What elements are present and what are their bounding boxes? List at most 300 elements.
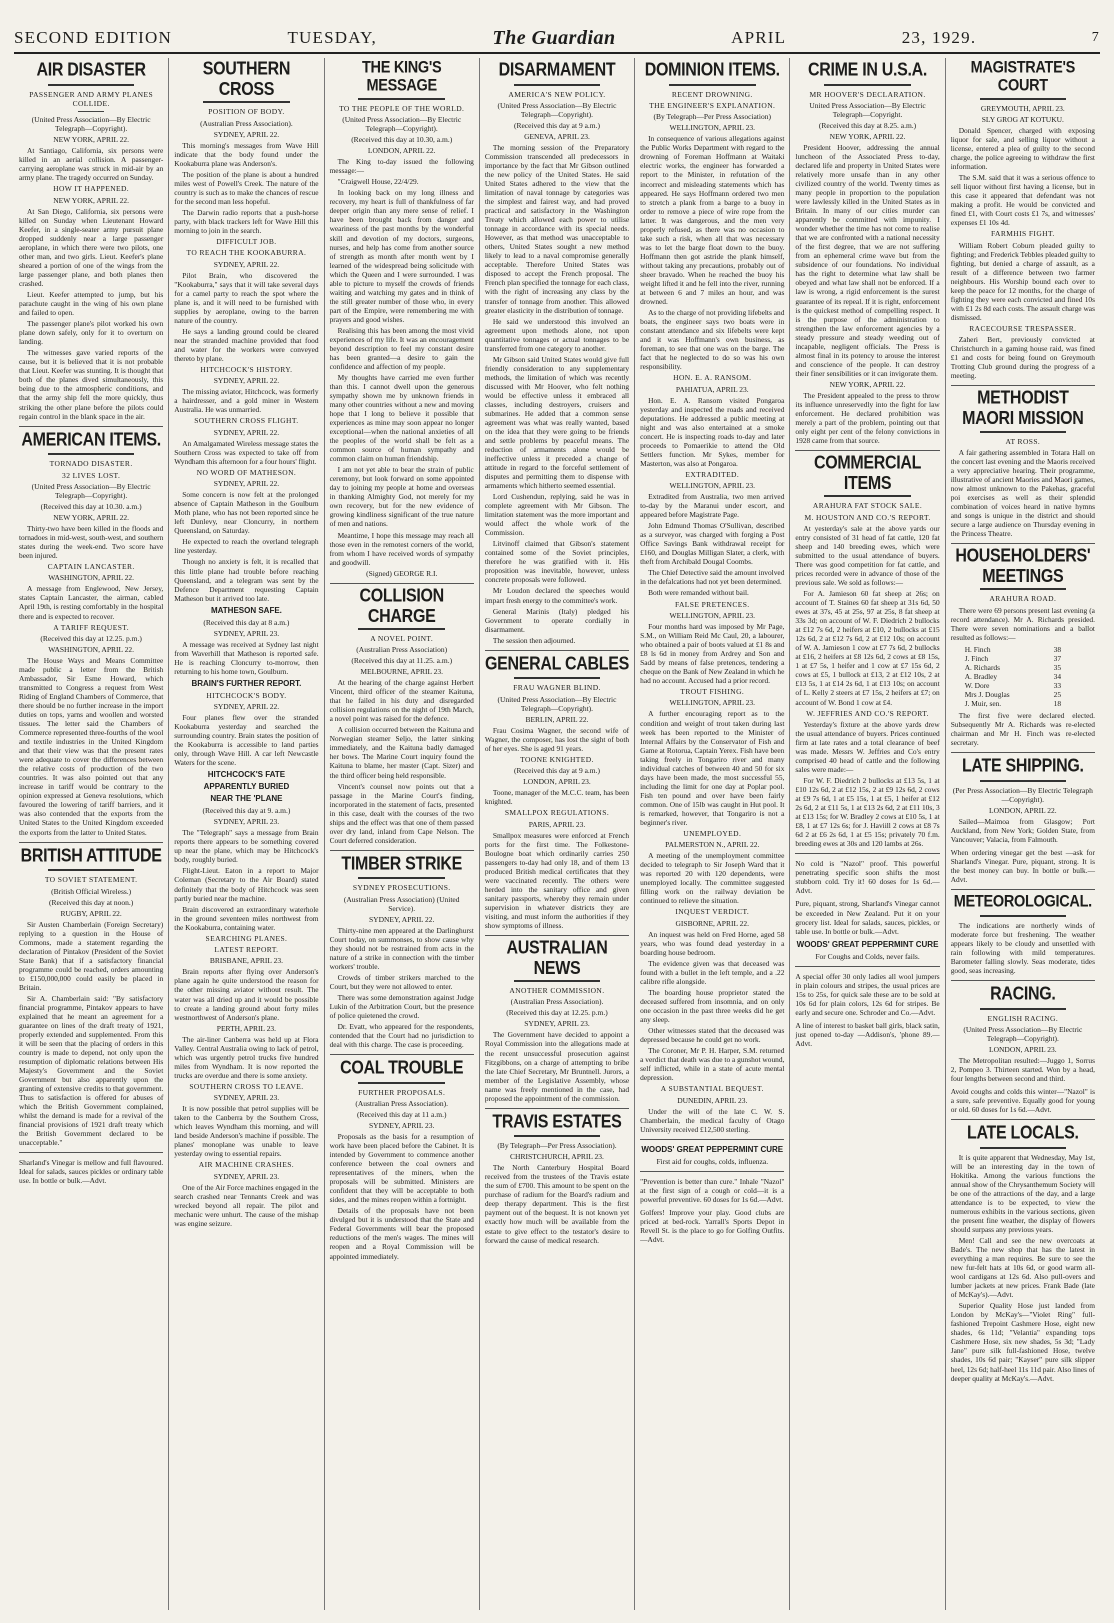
subheading: ANOTHER COMMISSION. [509,986,605,996]
divider [980,780,1067,782]
paragraph: He says a landing ground could be cleared near the stranded machine provided that food and water for the workers were conveyed thereto by plane. [174,326,319,363]
advertisement: First aid for coughs, colds, influenza. [656,1156,769,1166]
subheading: HOW IT HAPPENED. [53,184,130,194]
advertisement-title: WOODS' GREAT PEPPERMINT CURE [641,1144,784,1154]
divider [951,889,1095,890]
divider [358,98,445,100]
paragraph: The position of the plane is about a hundred miles west of Powell's Creek. The nature of the country is such as to make the chances of rescue for the second man less hopeful. [174,169,319,206]
dateline: WELLINGTON, APRIL 23. [669,698,755,708]
subheading: ARAHURA ROAD. [989,594,1057,604]
divider [48,869,135,871]
paragraph: Dr. Evatt, who appeared for the respondents, contended that the Court had no jurisdiction to deal with this charge. The case is proceeding. [329,1022,474,1050]
divider [980,98,1067,100]
received-line: (Received this day at 11.25. a.m.) [351,656,453,666]
advertisement: Golfers! Improve your play. Good clubs are priced at bed-rock. Yarrall's Sports Depot in Revell St. is the place to go for Golfing Outfits.—Advt. [640,1207,785,1244]
subheading: BRAIN'S FURTHER REPORT. [191,678,302,688]
divider [640,1139,784,1140]
subheading: HON. E. A. RANSOM. [673,373,752,383]
signature: (Signed) GEORGE R.I. [366,568,438,578]
subheading: M. HOUSTON AND CO.'S REPORT. [804,512,931,522]
masthead-day: TUESDAY, [287,28,377,47]
subheading: ARAHURA FAT STOCK SALE. [812,501,923,511]
paragraph: Sir Austen Chamberlain (Foreign Secretary) replying to a question in the House of Commons, made a statement regarding the declaration of Pintakov (President of the Soviet State Bank) that if a satisfactory financial programme could be reached, orders amounting to £150,000,000 could easily be placed in Britain. [19,919,164,992]
divider [514,677,601,679]
divider [203,101,290,103]
article-heading: GENERAL CABLES [485,654,629,674]
paragraph: Proposals as the basis for a resumption of work have been placed before the Cabinet. It is intended by Government to commence another conference between the coal owners and representatives of the miners, when the proposals will be submitted. Ministers are confident that they will be acceptable to both sides, and the mines reopen within a fortnight. [329,1132,474,1205]
table-row [965,663,1065,672]
received-line: (Received this day at 8 a.m.) [203,617,290,627]
dateline: WASHINGTON, APRIL 22. [48,573,135,583]
paragraph: William Robert Coburn pleaded guilty to fighting; and Frederick Tebbles pleaded guilty to fighting, but denied a charge of assault, as a result of a difference between two farmer neighbours. His Worship bound each over to keep the peace for 12 months, for the charge of fighting they were each convicted and fined 10s with £1 2s 8d each costs. The assault charge was dismissed. [950,240,1095,322]
subheading: A TARIFF REQUEST. [53,622,129,632]
paragraph: The missing aviator, Hitchcock, was formerly a hairdresser, and a gold miner in Western Australia. He was unmarried. [174,387,319,415]
table-row [965,681,1065,690]
credit-line: (Australian Press Association). [200,118,293,128]
divider [358,877,445,879]
paragraph: My thoughts have carried me even further than this. I cannot dwell upon the generous sympathy shown me by unknown friends in many other countries without a new and moving hope that I long to believe it possible that experiences as mine may soon appear no longer exceptional—when the national anxieties of all the peoples of the world shall be felt as a common source of human sympathy and common claim on human friendship. [329,372,474,464]
article-heading: BRITISH ATTITUDE [20,846,162,866]
subheading: LATEST REPORT. [214,945,279,955]
subheading: FARMHIS FIGHT. [990,229,1055,239]
dateline: BERLIN, APRIL 22. [525,714,589,724]
divider [330,850,474,851]
divider [514,980,601,982]
paragraph: There was some demonstration against Judge Lukin of the Arbitration Court, but the presence of police quietened the crowd. [329,992,474,1020]
subheading: CAPTAIN LANCASTER. [47,562,135,572]
divider [485,935,629,936]
dateline: NEW YORK, APRIL 22. [53,135,130,145]
paragraph: For A. Jamieson 60 fat sheep at 26s; on account of T. Staines 60 fat sheep at 31s 6d, 50 ewes at 37s, 45 at 25s, 97 at 25s, 8 fat sheep at 33s 3d; on account of W. F. Diedrich 2 bullocks at £12 7s 6d, 2 heifers at £10, 2 bullocks at £15 12s 6d, 2 at £12 7s 6d, 2 at £12 10s; on account of W. A. Jamieson 1 cow at £7 7s 6d, 2 bullocks at £16, 2 heifers at £8 12s 6d, 2 cows at £8 15s, 1 at £7 5s, 1 heifer and 1 cow at £7 15s 6d, 2 cows at £5, 1 bullock at £13, 2 at £12 10s, 2 at £13 5s, 1 at £14 2s 6d, 1 at £13 10s; on account of L. Kelly 2 steers at £7 15s, 2 heifers at £7; on account of W. Bond 1 cow at £4. [795,589,940,707]
credit-line: (Per Press Association—By Electric Telegraph—Copyright). [952,785,1093,804]
paragraph: The indications are northerly winds of moderate force but freshening. The weather appears likely to be cloudy and unsettled with rain following with mild temperatures. Barometer falling slowly. Seas moderate, tides good, seas increasing. [950,920,1095,975]
dateline: SYDNEY, APRIL 22. [213,479,280,489]
paragraph: Lord Cushendun, replying, said he was in complete agreement with Mr Gibson. The limitation statement was the more important and would affect the whole work of the Commission. [484,492,630,538]
column-2 [169,58,324,1610]
paragraph: The witnesses gave varied reports of the cause, but it is believed that it is not probable that Lieut. Keefer was stunting. It is thought that both of the planes dived simultaneously, this being due to the atmospheric conditions, and that the army ship fell the more quickly, thus striking the other plane before the pilots could regain control in the blank space in the air. [19,348,164,421]
paragraph: Superior Quality Hose just landed from London by McKay's—"Violet Ring" full-fashioned Trepoint Cashmere Hose, eight new shades, 6s 11d; "Velantia" expanding tops Cashmere Hose, six new shades, 5s 3d; "Lady Jane" pure silk full-fashioned Hose, twelve shades, 10s 6d pair; "Kayser" pure silk slipper heel, 12s 6d; half-heel 11s 11d pair. Also lines of deeper quality at McKay's.—Advt. [950,1301,1095,1383]
table-row [965,654,1065,663]
paragraph: Lieut. Keefer attempted to jump, but his parachute caught in the wing of his own plane and failed to open. [19,290,164,318]
subheading: RECENT DROWNING. [671,89,753,99]
divider [485,1108,629,1109]
divider [358,1082,445,1084]
credit-line: (British Official Wireless.) [51,886,132,896]
paragraph: I am not yet able to bear the strain of public ceremony, but look forward on some appointed day to joining my people at home and overseas in thanking Almighty God, not merely for my own recovery, but for the new evidence of growing kindliness significant of the true nature of men and nations. [329,465,474,529]
dateline: WELLINGTON, APRIL 23. [669,123,755,133]
masthead [14,24,1100,54]
dateline: SYDNEY, APRIL 23. [213,817,280,827]
vote-count: 37 [1053,653,1062,663]
paragraph: Sir A. Chamberlain said: "By satisfactory financial programme, Pintakov appears to have explained that he meant an agreement for a guarantee on lines of the draft treaty of 1921, properly extended and supplemented. From this it will be seen that the placing of orders in this country is made to depend, not only upon the resumption of diplomatic relations between His Majesty's Government and the Soviet Government but also apparently upon the granting of extensive credits to that government. Thus to satisfaction is offered for abuses of which the British Government complained, whilst the demand is made for a revival of the financial provisions of 1921 draft treaty which the British Government declared to be unacceptable." [19,993,164,1148]
advertisement: Sharland's Vinegar is mellow and full flavoured. Ideal for salads, sauces pickles or ordinary table use. In bottle or bulk.—Advt. [19,1158,164,1186]
divider [640,1171,784,1172]
subheading: TROUT FISHING. [680,687,745,697]
dateline: SYDNEY, APRIL 22. [213,129,280,139]
paragraph: The Chief Detective said the amount involved in the defalcations had not yet been determined. [640,568,785,587]
divider [19,426,163,427]
paragraph: The Government have decided to appoint a Royal Commission into the allegations made at the recent unsuccessful prosecution against Fitzgibbons, on a charge of attempting to bribe the late Chief Secretary, Mr Bruntnell. Jurors, a member of the Legislative Assembly, whose name was freely mentioned in the case, had proposed the appointment of the commission. [484,1030,630,1103]
divider [514,1135,601,1137]
dateline: WASHINGTON, APRIL 22. [48,644,135,654]
vote-count: 33 [1053,680,1062,690]
paragraph: Extradited from Australia, two men arrived to-day by the Maranui under escort, and appeared before Magistrate Page. [640,492,785,520]
credit-line: (United Press Association—By Electric Telegraph—Copyright). [497,694,617,713]
article-heading: METHODIST MAORI MISSION [962,388,1084,429]
credit-line: (By Telegraph—Per Press Association) [653,112,771,122]
subheading: AT ROSS. [1005,436,1041,446]
divider [824,84,911,86]
dateline: PAHIATUA, APRIL 23. [675,384,749,394]
vote-count: 25 [1053,689,1062,699]
article-heading: HOUSEHOLDERS' MEETINGS [955,546,1091,587]
paragraph: "Craigwell House, 22/4/29. [337,177,419,187]
received-line: (Received this day at 10.30. a.m.) [40,501,142,511]
subheading: FURTHER PROPOSALS. [358,1087,446,1097]
received-line: (Received this day at 12.25. p.m.) [40,633,142,643]
article-heading: LATE SHIPPING. [961,756,1084,777]
dateline: SYDNEY, APRIL 22. [213,259,280,269]
paragraph: Under the will of the late C. W. S. Chamberlain, the medical faculty of Otago University received £12,500 sterling. [640,1106,785,1134]
dateline: BRISBANE, APRIL 23. [209,956,283,966]
article-heading: LATE LOCALS. [967,1123,1079,1144]
paragraph: Men! Call and see the new overcoats at Bade's. The new shop that has the latest in everything a man requires. Be sure to see the new fur-felt hats at 10s 6d, or good warm all-wool cardigans at 12s 6d. Also pull-overs and lumber jackets at new prices. Frank Bade (late of McKay's).—Advt. [950,1236,1095,1300]
subheading: PASSENGER AND ARMY PLANES COLLIDE. [29,89,154,108]
subheading: A SUBSTANTIAL BEQUEST. [660,1084,764,1094]
subheading: NEAR THE 'PLANE [210,794,283,804]
received-line: (Received this day at 12.25. p.m.) [506,1008,608,1018]
advertisement: A special offer 30 only ladies all wool jumpers in plain colours and stripes, the usual prices are 15s to 25s, for quick sale these are to be sold at 10s 6d for plain colors, 12s 6d for stripes. Be early and secure one. Schroder and Co.—Advt. [795,971,940,1017]
divider [514,84,601,86]
subheading: W. JEFFRIES AND CO.'S REPORT. [806,708,929,718]
divider [330,1054,474,1055]
dateline: SYDNEY, APRIL 22. [213,376,280,386]
paragraph: The "Telegraph" says a message from Brain reports there appears to be something covered up near the plane, which may be Hitchcock's body, roughly buried. [174,828,319,865]
candidate-name: J. Muir, sen. [964,698,1002,708]
subheading: FRAU WAGNER BLIND. [513,683,601,693]
credit-line: (United Press Association—By Electric Telegraph—Copyright). [963,1025,1083,1043]
column-6 [790,58,945,1610]
table-row [965,645,1065,654]
candidate-name: A. Richards [964,662,1000,672]
received-line: (Received this day at 11 a.m.) [356,1110,447,1120]
dateline: SYDNEY, APRIL 23. [524,1019,590,1029]
advertisement: Pure, piquant, strong, Sharland's Vinegar cannot be exceeded in New Zealand. Put it on your grocery list. Ideal for salads, sauces, pickles, or table use. In bottle or bulk.—Advt. [795,899,940,936]
subheading: TO THE PEOPLE OF THE WORLD. [339,103,465,113]
paragraph: It is quite apparent that Wednesday, May 1st, will be an interesting day in the town of Hokitika. Among the various functions the annual show of the Chrysanthemum Society will be one of the attractions of the day, and a large attendance is to be expected, to view the numerous exhibits in the various sections, given the present fine weather, the display of flowers should surpass any previous years. [950,1152,1095,1235]
divider [980,1147,1067,1149]
credit-line: (United Press Association—By Electric Telegraph—Copyright). [31,481,151,500]
dateline: LONDON, APRIL 22. [989,805,1057,815]
dateline: PALMERSTON N., APRIL 22. [665,840,760,850]
subheading: HITCHCOCK'S BODY. [206,690,287,700]
column-3 [325,58,480,1610]
paragraph: The North Canterbury Hospital Board received from the trustees of the Travis estate the sum of £700. This amount to be spent on the purchase of radium for the Board's radium and deep therapy department. This is the first payment out of the bequest. It is not known yet exactly how much will be available from the estate to give effect to the testator's desire to forward the cause of medical research. [484,1163,630,1245]
dateline: SYDNEY, APRIL 23. [213,1171,280,1181]
paragraph: At yesterday's sale at the above yards our entry consisted of 31 head of fat cattle, 120 fat sheep and 140 breeding ewes, which were submitted to the usual attendance of buyers. There was good competition for fat cattle, and prices recorded were in advance of those of the previous sale. We sold as follows:— [795,523,940,588]
paragraph: Litvinoff claimed that Gibson's statement contained some of the Soviet principles, therefore he was gratified with it. His proposition was inevitable, however, unless concrete proposals were followed. [484,539,630,585]
subheading: AIR MACHINE CRASHES. [198,1160,295,1170]
candidate-name: Mrs J. Douglas [964,689,1010,699]
divider [485,650,629,651]
subheading: UNEMPLOYED. [683,828,742,838]
dateline: WELLINGTON, APRIL 23. [669,481,755,491]
paragraph: Pilot Brain, who discovered the "Kookaburra," says that it will take several days for a camel party to reach the spot where the plane is, and it will need to be furnished with supplies by aeroplane, owing to the barren nature of the country. [174,270,319,325]
divider [824,495,911,497]
article-heading: TRAVIS ESTATES [492,1112,622,1132]
vote-count: 18 [1053,698,1062,708]
article-heading: CRIME IN U.S.A. [808,60,928,81]
dateline: CHRISTCHURCH, APRIL 23. [510,1152,604,1162]
newspaper-title: The Guardian [492,26,616,49]
subheading: SMALLPOX REGULATIONS. [504,808,610,818]
dateline: LONDON, APRIL 23. [989,1045,1057,1054]
divider [795,853,939,854]
paragraph: A message was received at Sydney last night from Waverhill that Matheson is reported safe. He is reaching Cloncurry to-morrow, then returning to his home town, Goulburn. [174,639,319,676]
advertisement: No cold is "Nazol" proof. This powerful penetrating specific soon shifts the most stubborn cold. Try it! 60 doses for 1s 6d.—Advt. [795,859,940,896]
advertisement: Avoid coughs and colds this winter—"Nazol" is a sure, safe preventive. Equally good for young or old. 60 doses for 1s 6d.—Advt. [950,1087,1095,1115]
article-heading: AMERICAN ITEMS. [21,430,161,450]
paragraph: One of the Air Force machines engaged in the search crashed near Tennants Creek and was wrecked beyond all repair. The pilot and mechanic were unhurt. The cause of the mishap was engine seizure. [174,1182,319,1228]
dateline: PERTH, APRIL 23. [216,1023,277,1033]
dateline: NEW YORK, APRIL 22. [829,379,906,389]
paragraph: The first five were declared elected. Subsequently Mr A. Richards was re-elected chairman and Mr H. Finch was re-elected secretary. [950,710,1095,748]
subheading: NO WORD OF MATHESON. [196,467,297,477]
candidate-name: A. Bradley [964,671,998,681]
table-row [965,672,1065,681]
subheading: POSITION OF BODY. [208,107,285,117]
paragraph: Details of the proposals have not been divulged but it is understood that the State and Federal Governments will bear the proposed reductions of the men's wages. The mines will reopen and a Royal Commission will be appointed immediately. [329,1206,474,1261]
subheading: TO REACH THE KOOKABURRA. [186,248,307,258]
credit-line: (Australian Press Association). [510,997,604,1007]
paragraph: Four planes flew over the stranded Kookaburra yesterday and searched the surrounding country. Brain states the position of the Kookaburra is accessible to land parties only, through Wave Hill. A car left Newcastle Waters for the scene. [174,713,319,768]
paragraph: Yesterday's fixture at the above yards drew the usual attendance of buyers. Prices continued firm at late rates and a total clearance of beef was made. Messrs W. Jeffries and Co's entry comprised 40 head of cattle and the following sales were made:— [795,719,940,775]
paragraph: Donald Spencer, charged with exposing liquor for sale, and selling liquor without a license, entered a plea of guilty to the second charge, the police agreeing to withdraw the first information. [950,125,1095,171]
article-heading: COAL TROUBLE [340,1058,464,1079]
subheading: SOUTHERN CROSS TO LEAVE. [189,1081,304,1091]
paragraph: Flight-Lieut. Eaton in a report to Major Coleman (Secretary to the Air Board) stated definitely that the body of Hitchcock was seen partly buried near the machine. [174,866,319,903]
dateline: SYDNEY, APRIL 22. [368,914,435,924]
masthead-month: APRIL [731,28,787,47]
divider [951,980,1095,981]
subheading: SLY GROG AT KOTUKU. [981,114,1064,124]
paragraph: This morning's messages from Wave Hill indicate that the body found under the Kookaburra plane was Anderson's. [174,140,319,168]
divider [980,431,1067,433]
credit-line: (By Telegraph—Per Press Association). [497,1141,617,1151]
paragraph: John Edmund Thomas O'Sullivan, described as a surveyor, was charged with forging a Post Office Savings Bank withdrawal receipt for £160, and Douglas Milligan Slater, a clerk, with theft from Archibald Dougal Coombs. [640,521,785,567]
paragraph: Smallpox measures were enforced at French ports for the first time. The Folkestone-Boulogne boat which ordinarily carries 250 passengers to-day had only 18, and of them 13 produced British medical certificates that they were vaccinated recently. The others were herded into the sanitary office and given sanitary passports, whereby they remain under supervision in whatever districts they are visiting, and must inform the authorities if they show symptoms of illness. [484,830,630,930]
divider [358,628,445,630]
paragraph: An inquest was held on Fred Horne, aged 58 years, who was found dead yesterday in a boarding house bedroom. [640,929,785,957]
divider [951,1119,1095,1120]
paragraph: The evidence given was that deceased was found with a bullet in the left temple, and a .22 calibre rifle alongside. [640,958,785,986]
subheading: THE ENGINEER'S EXPLANATION. [649,100,776,110]
paragraph: Toone, manager of the M.C.C. team, has been knighted. [484,788,630,807]
paragraph: As to the charge of not providing lifebelts and boats, the engineer says two boats were in constant attendance and six lifebelts were kept and it was Hoffmann's own business, as foreman, to see that one was on the barge. The fact that he neglected to do so was his own responsibility. [640,307,785,372]
subheading: MATHESON SAFE. [210,605,282,615]
divider [980,1008,1067,1010]
paragraph: The President appealed to the press to throw its influence unreservedly into the fight for law enforcement. He declared prohibition was merely a part of the problem, pointing out that only eight per cent of the felony convictions in 1928 came from that source. [795,390,940,445]
paragraph: At Santiago, California, six persons were killed in an aerial collision. A passenger-carrying aeroplane was struck in mid-air by an army plane. The tragedy occurred on Sunday. [19,146,164,183]
dateline: SYDNEY, APRIL 23. [213,1093,280,1103]
paragraph: Vincent's counsel now points out that a passage in the Marine Court's finding, incorporated in the statement of facts, presented in this case, dealt with the courses of the two ships and the effect was that one of them passed over dry land, inland from Cape Nelson. The Court deferred consideration. [329,781,474,845]
article-heading: TIMBER STRIKE [341,854,462,874]
advertisement: For Coughs and Colds, never fails. [815,951,920,961]
dateline: SYDNEY, APRIL 23. [213,628,280,638]
subheading: MR HOOVER'S DECLARATION. [809,89,926,99]
table-row [965,699,1065,708]
paragraph: The boarding house proprietor stated the deceased suffered from insomnia, and on only one occasion in the past three weeks did he get any sleep. [640,988,785,1025]
vote-count: 38 [1053,644,1062,654]
advertisement-title: WOODS' GREAT PEPPERMINT CURE [796,939,939,949]
vote-count: 34 [1053,671,1062,681]
subheading: ENGLISH RACING. [987,1013,1059,1023]
received-line: (Received this day at 9. a.m.) [202,806,291,816]
dateline: LONDON, APRIL 22. [367,146,436,156]
divider [330,583,474,584]
subheading: FALSE PRETENCES. [674,599,750,609]
paragraph: The session then adjourned. [492,635,576,645]
candidate-name: J. Finch [964,653,989,663]
divider [48,453,135,455]
subheading: DIFFICULT JOB. [216,236,277,246]
paragraph: A meeting of the unemployment committee decided to telegraph to Sir Joseph Ward that it was reported 20 with 120 dependents, were unemployed locally. The committee suggested filling work on the railway deviation be continued to relieve the situation. [640,851,785,906]
dateline: GENEVA, APRIL 23. [524,131,590,141]
paragraph: Hon. E. A. Ransom visited Pongaroa yesterday and inspected the roads and received deputations. He addressed a public meeting at night and was also entertained at a smoke concert. He is inspecting roads to-day and later proceeds to Pomaerikie to attend the Old Settlers function. Mr Sykes, member for Masterton, was also at Pongaroa. [640,395,785,468]
vote-count: 35 [1053,662,1062,672]
dateline: GISBORNE, APRIL 22. [675,918,749,928]
masthead-date: 23, 1929. [901,28,977,47]
subheading: SEARCHING PLANES. [205,933,288,943]
dateline: MELBOURNE, APRIL 23. [360,667,444,677]
received-line: (Received this day at 9 a.m.) [513,766,600,776]
article-heading: AUSTRALIAN NEWS [506,938,608,979]
divider [980,915,1067,917]
paragraph: He said we understood this involved an agreement upon methods alone, not upon quantitative tonnages or actual tonnages to be transferred from one category to another. [484,316,630,353]
subheading: EXTRADITED. [685,469,740,479]
received-line: (Received this day at noon.) [48,897,134,907]
paragraph: In looking back on my long illness and recovery, my heart is full of thankfulness of far deeper origin than any mere sense of relief. I have been brought back from danger and weariness of the past months by the wonderful skill and devotion of my doctors, surgeons, nurses, and help has come from another source of strength as month after month went by I learned of the widespread being solicitude with which the Queen and I were surrounded. I was able to picture to myself the crowds of friends waiting and watching my gates and in think of the still greater number of those who, in every part of the Empire, were remembering me with prayers and good wishes. [329,188,474,324]
credit-line: (United Press Association—By Electric Telegraph—Copyright). [31,115,151,134]
subheading: 32 LIVES LOST. [62,470,121,480]
paragraph: Realising this has been among the most vivid experiences of my life. It was an encouragement beyond description to feel my constant desire has been granted—a desire to gain the confidence and affection of my people. [329,325,474,371]
paragraph: Though no anxiety is felt, it is recalled that this little plane had trouble before reaching Queensland, and a telegram was sent by the Defence Department requesting Captain Matheson but it arrived too late. [174,557,319,603]
subheading: SYDNEY PROSECUTIONS. [352,883,451,893]
paragraph: At San Diego, California, six persons were killed on Sunday when Lieutenant Howard Keefer, in a single-seater army pursuit plane dropped suddenly near a large passenger aeroplane, in which there were two pilots, one other man, and two girls. Lieut. Keefer's plane sheared a portion of one of the wings from the large passenger plane, and both planes then crashed. [19,206,164,289]
divider [48,84,135,86]
paragraph: In consequence of various allegations against the Public Works Department with regard to the drowning of Foreman Hoffmann at Waitaki electric works, the engineer has forwarded a report to the Minister, in refutation of the incorrect and misleading statements which has appeared. He says Hoffmann ordered two men to stretch a plank from a barge to a buoy in order to remove a piece of wire rope from the latter. It was dangerous, and the men very properly refused, as there was no occasion to take such a risk, when all that was necessary was to let the barge float down to the buoy. Hoffmann then got astride the plank himself, without taking any precautions, probably out of sheer bravado. When he reached the buoy his weight lifted it and he fell into the river, running at between 6 and 7 miles an hour, and was drowned. [640,134,785,306]
table-row [965,690,1065,699]
paragraph: President Hoover, addressing the annual luncheon of the Associated Press to-day, declared life and property in United States were relatively more unsafe than in any other civilized country of the world. Twenty times as many people in proportion to the population were lawlessly killed in the United States as in Britain. In many of our cities murder can apparently be committed with impunity. I wonder whether the time has not come to realise that we are confronted with a national necessity of the first degree, that we are not suffering from an ephemeral crime wave but from the subsidence of our foundations. No individual has the right to determine what law shall be obeyed and what law shall not be enforced. If a law is wrong, a rigid enforcement is the surest guarantee of its repeal. If it is right, enforcement is the quickest method of compelling respect. It is the purpose of the administration to strengthen the law enforcement agencies by a steady pressure and steady weeding out of incapable, negligent officials. The Press is almost final in its potency to arouse the interest and conscience of the people. It can destroy their finer sensibilities or it can invigorate them. [795,142,940,378]
divider [19,842,163,843]
subheading: AMERICA'S NEW POLICY. [508,89,606,99]
article-heading: SOUTHERN CROSS [202,59,291,100]
paragraph: A message from Englewood, New Jersey, states Captain Lancaster, the airman, cabled April 19th, is resting comfortably in the hospital there and is expected to recover. [19,584,164,621]
column-1 [14,58,169,1610]
received-line: (Received this day at 10.30, a.m.) [351,135,453,145]
credit-line: (United Press Association—By Electric Telegraph—Copyright). [497,100,617,119]
paragraph: General Marinis (Italy) pledged his Government to operate cordially in disarmament. [484,606,630,634]
article-heading: AIR DISASTER [36,60,146,81]
subheading: INQUEST VERDICT. [675,907,750,917]
article-heading: DOMINION ITEMS. [644,60,780,81]
dateline: NEW YORK, APRIL 22. [53,512,130,522]
page-number: 7 [1091,30,1100,45]
dateline: SYDNEY, APRIL 23. [368,1121,435,1131]
paragraph: The House Ways and Means Committee made public a letter from the British Ambassador, Sir Esme Howard, which transmitted to Congress a request from West Riding of England Chambers of Commerce, that there should be no further increase in the import duties on tops, yarns and woollen and worsted tissues. The letter said the Chambers of Commerce represented three-fourths of the wool and textile industries in the United Kingdom and that their view was that the present rates were adequate to cover the differences between the relative costs of production of the two countries. It was also pointed out that any increase in tariff would be contrary to the opinion expressed at Geneva resolutions, which favoured the lowering of tariff barriers, and it was also contended that the exports from the United States to the United Kingdom exceeded the exports from the latter to United States. [19,655,164,837]
subheading: RACECOURSE TRESPASSER. [969,323,1077,333]
article-heading: MAGISTRATE'S COURT [970,58,1075,96]
credit-line: (Australian Press Association) [356,645,448,655]
paragraph: Sailed—Maimoa from Glasgow; Port Auckland, from New York; Golden State, from Vancouver; Valacia, from Falmouth. [950,816,1095,844]
dateline: DUNEDIN, APRIL 23. [677,1095,748,1105]
column-4 [480,58,635,1610]
paragraph: For W. F. Diedrich 2 bullocks at £13 5s, 1 at £10 12s 6d, 2 at £12 15s, 2 at £9 12s 6d, 2 cows at £9 7s 6d, 1 at £5 15s, 1 at £5, 1 heifer at £12 2s 6d, 2 at £11 5s, 1 at £13 2s 6d, 2 at £11 10s, 3 at £13 15s; for W. Bradley 2 cows at £10 5s, 1 at £8, 1 at £7 12s 6s; for J. Haviill 2 cows at £8 7s 6d 2 at £6 2s 6d, 1 at £5 15s; privately 70 f.m. breeding ewes at 30s and 120 lambs at 26s. [795,776,940,849]
dateline: SYDNEY, APRIL 22. [213,702,280,712]
candidate-name: W. Dore [964,680,990,690]
paragraph: Some concern is now felt at the prolonged absence of Captain Matheson in the Goulburn Moth plane, who has not been reported since he left Dunlevy, near Cloncurry, in northern Queensland, on Saturday. [174,490,319,536]
paragraph: Crowds of timber strikers marched to the Court, but they were not allowed to enter. [329,972,474,991]
divider [951,752,1095,753]
dateline: NEW YORK, APRIL 22. [829,131,906,141]
dateline: RUGBY, APRIL 22. [60,908,122,918]
paragraph: At the hearing of the charge against Herbert Vincent, third officer of the steamer Kaituna, that he failed in his duty and disregarded collision regulations on the night of 19th March, a novel point was raised for the defence. [329,678,474,724]
column-7 [946,58,1100,1610]
paragraph: The morning session of the Preparatory Commission transcended all predecessors in importance by the fact that Mr Gibson outlined the new policy of the United States. He said United States adhered to the view that the limitation of naval tonnage by categories was the simplest and fairest way, and had proved practical and satisfactory in the Washington Treaty which allowed each power to utilise tonnage in accordance with its special needs. However, as that method was unacceptable to others, United States sought a new method likely to lead to a naval compromise generally acceptable. Therefore United States was disposed to accept the French proposal. The French plan specified the tonnage for each class, with the right of increasing any class by the transfer of tonnage from another. This allowed greater elasticity in the distribution of tonnage. [484,142,630,315]
credit-line: United Press Association—By Electric Telegraph—Copyright. [809,100,926,119]
paragraph: An Amalgamated Wireless message states the Southern Cross was expected to take off from Wyndham this afternoon for a four hours' flight. [174,438,319,466]
ballot-results-table [965,645,1065,708]
subheading: HITCHCOCK'S HISTORY. [200,364,293,374]
subheading: APPARENTLY BURIED [203,782,290,792]
subheading: A NOVEL POINT. [370,633,434,643]
paragraph: There were 69 persons present last evening (a record attendance). Mr A. Richards presided. There were seven nominations and a ballot resulted as follows:— [950,605,1095,642]
dateline: SYDNEY, APRIL 22. [213,427,280,437]
paragraph: The King to-day issued the following message:— [329,157,474,176]
dateline: PARIS, APRIL 23. [528,819,586,829]
advertisement: When ordering vinegar get the best —ask for Sharland's Vinegar. Pure, piquant, strong. It is the best money can buy. In bottle or bulk.—Advt. [950,847,1095,884]
paragraph: Meantime, I hope this message may reach all those even in the remotest corners of the world, from whom I have received words of sympathy and goodwill. [329,530,474,567]
paragraph: Thirty-nine men appeared at the Darlinghurst Court today, on summonses, to show cause why they should not be restrained from acts in the nature of a strike in connection with the timber workers' trouble. [329,925,474,971]
dateline: WELLINGTON, APRIL 23. [669,610,755,620]
advertisement: "Prevention is better than cure." Inhale "Nazol" at the first sign of a cough or cold—it is a powerful preventive. 60 doses for 1s 6d.—Advt. [640,1176,785,1204]
subheading: TOONE KNIGHTED. [520,754,594,764]
divider [951,385,1095,386]
dateline: GREYMOUTH, APRIL 23. [980,103,1065,113]
article-heading: DISARMAMENT [498,60,616,81]
paragraph: A collision occurred between the Kaituna and Norwegian steamer Seljo, the latter sinking immediately, and the Kaituna badly damaged her bows. The Marine Court inquiry found the Kaituna to blame, her master (Capt. Sizer) and the third officer being held responsible. [329,725,474,780]
article-heading: METEOROLOGICAL. [953,892,1092,911]
article-heading: COMMERCIAL ITEMS [813,453,922,494]
credit-line: (Australian Press Association) (United Service). [343,894,460,913]
subheading: TO SOVIET STATEMENT. [44,875,138,885]
article-heading: THE KING'S MESSAGE [362,58,442,96]
paragraph: The S.M. said that it was a serious offence to sell liquor without first having a license, but in this case it appeared that defendant was not making a profit. He would be convicted and fined £1, with Court costs £1 7s, and witnesses' expenses £1 10s 4d. [950,173,1095,228]
divider [951,543,1095,544]
subheading: SOUTHERN CROSS FLIGHT. [194,416,299,426]
edition-label: SECOND EDITION [14,28,172,47]
paragraph: The Metropolitan resulted:—Juggo 1, Sorrus 2, Pompeo 3. Thirteen started. Won by a head, four lengths between second and third. [950,1056,1095,1084]
divider [980,588,1067,590]
divider [669,84,756,86]
paragraph: A fair gathering assembled in Totara Hall on the concert last evening and the Maoris received a very appreciative hearing. Their programme, illustrative of ancient Maories and Maori games, now almost unknown to the Pakehas, graceful poi exercises as well as their splendid combination of voices heard in native hymns and songs is unique in the district and should secure a large audience on Thursday evening in the Princess Theatre. [950,447,1095,539]
paragraph: Brain discovered an extraordinary waterhole in the ground seventeen miles northwest from the Kookaburra, containing water. [174,904,319,932]
paragraph: The Darwin radio reports that a push-horse party, with black trackers left for Wave Hill this morning to join in the search. [174,207,319,235]
paragraph: Mr Gibson said United States would give full friendly consideration to any supplementary methods, the limitation of which was recently discussed with Mr Hoover, who felt nothing would be effective unless it embraced all classes, including destroyers, cruisers and submarines. He added that a common sense agreement was what was really wanted, based on the idea that they were going to be friends and settle problems by peaceful means. The reduction of armaments alone would be ineffective unless it preceded a change of attitude in regard to the forceful settlement of disputes and permitting them to dispense with armaments which hitherto seemed essential. [484,354,630,491]
paragraph: The passenger plane's pilot worked his own plane down safely, only for it to overturn on landing. [19,319,164,347]
advertisement: A line of interest to basket ball girls, black satin, just opened to-day —Addison's, 'phone 89.—Advt. [795,1020,940,1048]
received-line: (Received this day at 9 a.m.) [513,120,600,130]
